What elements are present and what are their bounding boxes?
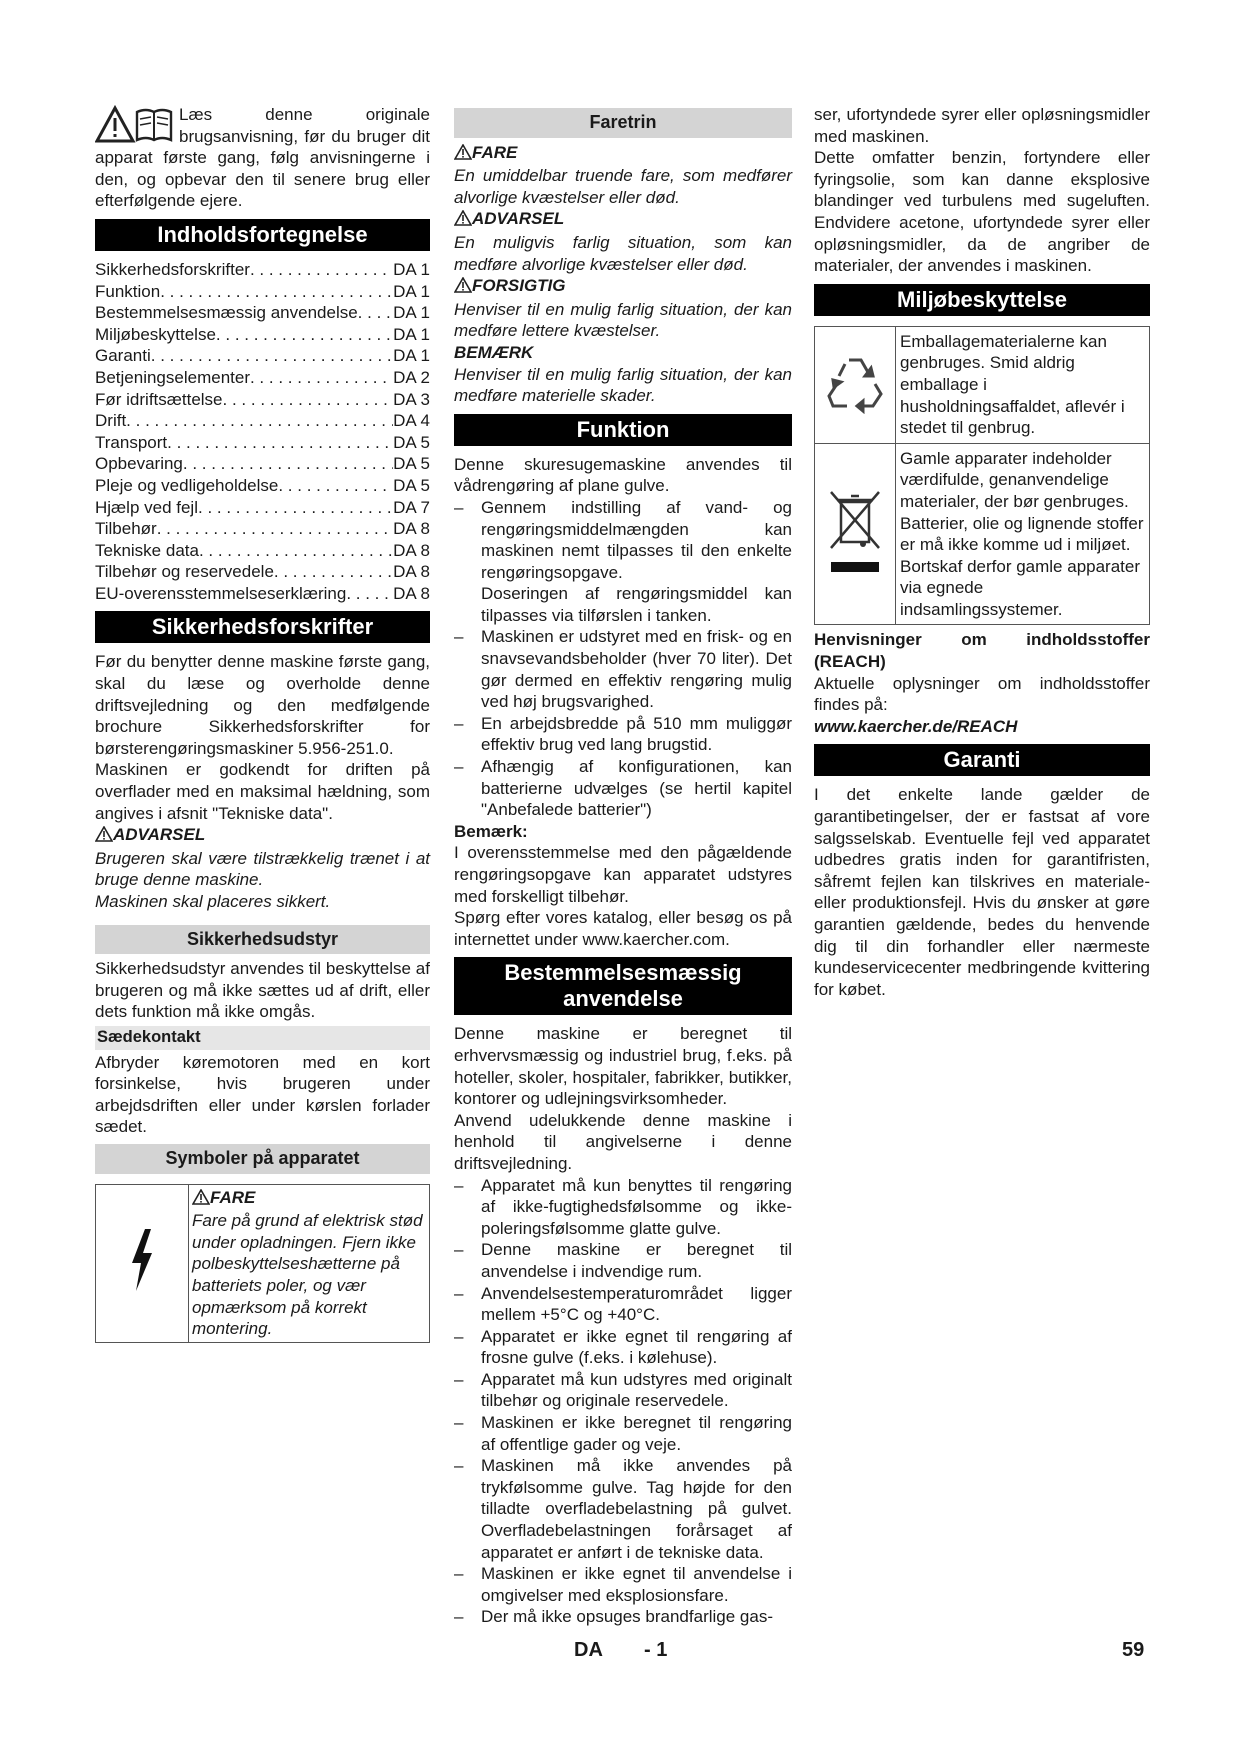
intro-text: Læs denne originale brugsanvisning, før du bruger dit apparat første gang, følg anvisningerne i den, og opbevar den til senere brug eller efterfølgende ejere. <box>95 105 430 211</box>
list-item: – Maskinen er udstyret med en frisk- og en snavsevandsbeholder (hver 70 liter). Det gør dermed en effektiv rengøring mulig ved høj brugsvarighed. <box>454 627 792 712</box>
list-item: – Anvendelsestemperaturområdet ligger mellem +5°C og +40°C. <box>454 1283 792 1325</box>
toc-leader <box>274 561 393 583</box>
safety-heading: Sikkerhedsforskrifter <box>95 611 430 643</box>
symbol-danger-text: Fare på grund af elektrisk stød under opladningen. Fjern ikke polbeskyttelseshætterne på batteriets poler, og vær opmærksom på korrekt montering. <box>192 1211 423 1339</box>
toc-entry-title: Funktion <box>95 281 161 301</box>
toc-entry-page: DA 1 <box>393 303 430 323</box>
note-paragraph-2: Spørg efter vores katalog, eller besøg os på internettet under www.kaercher.com. <box>454 908 792 949</box>
toc-entry-page: DA 1 <box>393 346 430 366</box>
column-left <box>95 104 430 1343</box>
toc-leader <box>167 432 393 454</box>
toc-entry-title: Sikkerhedsforskrifter <box>95 259 250 279</box>
footer-language: DA <box>574 1639 603 1661</box>
seat-contact-text: Afbryder køremotoren med en kort forsinkelse, hvis brugeren under arbejdsdriften eller under kørslen forlader sædet. <box>95 1052 430 1137</box>
recycling-icon <box>823 399 887 418</box>
intro-block <box>95 104 430 212</box>
toc-leader <box>160 281 393 303</box>
function-list <box>454 497 792 821</box>
intended-use-list <box>454 1175 792 1628</box>
toc-leader <box>151 345 393 367</box>
toc-entry-title: Tekniske data <box>95 540 199 560</box>
seat-contact-heading: Sædekontakt <box>95 1026 430 1050</box>
warning-triangle-icon <box>454 144 472 166</box>
hazard-label: BEMÆRK <box>454 342 534 362</box>
hazard-label: FARE <box>472 142 518 162</box>
note-paragraph-1: I overensstemmelse med den pågældende rengøringsopgave kan apparatet udstyres med forskelligt tilbehør. <box>454 843 792 906</box>
toc-entry-title: Betjeningselementer <box>95 367 250 387</box>
toc-leader <box>358 302 393 324</box>
warning-triangle-icon <box>454 210 472 232</box>
warning-label-row <box>95 824 430 848</box>
symbols-table <box>95 1184 430 1343</box>
list-item: – Afhængig af konfigurationen, kan batterierne udvælges (se hertil kapitel "Anbefalede batterier") <box>454 757 792 820</box>
warning-triangle-icon <box>454 277 472 299</box>
toc-entry-title: Transport <box>95 432 168 452</box>
toc-leader <box>250 367 393 389</box>
note-label: Bemærk: <box>454 821 528 841</box>
list-item: – Gennem indstilling af vand- og rengøringsmiddelmængden kan maskinen nemt tilpasses til den enkelte rengøringsopgave. <box>454 497 792 582</box>
toc-entry-title: Tilbehør <box>95 519 157 539</box>
hazard-text: En muligvis farlig situation, som kan medføre alvorlige kvæstelser eller død. <box>454 232 792 274</box>
weee-cell <box>815 443 896 625</box>
toc-entry-title: Tilbehør og reservedele <box>95 562 274 582</box>
toc-entry-page: DA 1 <box>393 281 430 301</box>
list-item: – Der må ikke opsuges brandfarlige gas- <box>454 1607 773 1627</box>
function-heading: Funktion <box>454 414 792 446</box>
symbol-description-cell <box>189 1184 430 1342</box>
footer-sub-page: - 1 <box>644 1639 668 1661</box>
toc-entry-title: Opbevaring <box>95 454 183 474</box>
warranty-heading: Garanti <box>814 744 1150 776</box>
toc-entry[interactable] <box>95 583 430 605</box>
column-middle <box>454 104 792 1628</box>
list-item: – Maskinen er ikke beregnet til rengøring af offentlige gader og veje. <box>454 1413 792 1454</box>
reach-text: Aktuelle oplysninger om indholdsstoffer findes på: <box>814 673 1150 715</box>
list-item: – Denne maskine er beregnet til anvendelse i indvendige rum. <box>454 1240 792 1281</box>
toc-entry-title: Miljøbeskyttelse <box>95 324 216 344</box>
crossed-out-bin-icon <box>823 561 887 580</box>
safety-paragraph-2: Maskinen er godkendt for driften på overflader med en maksimal hældning, som angives i afsnit "Tekniske data". <box>95 760 430 823</box>
reach-url[interactable]: www.kaercher.de/REACH <box>814 716 1018 736</box>
toc-entry-page: DA 5 <box>393 475 430 495</box>
warranty-text: I det enkelte lande gælder de garantibetingelser, der er fastsat af vore salgsselskab. Eventuelle fejl ved apparatet udbedres gratis inden for garantifristen, såfremt fejlen kan tilskrives en materiale- eller produktionsfejl. Hvis du ønsker at gøre garantien gældende, bedes du henvende dig til din forhandler eller nærmeste kundeservicecenter medbringende kvittering for købet. <box>814 785 1150 999</box>
footer-page-number: 59 <box>1122 1639 1145 1661</box>
hazard-label-row <box>454 142 792 166</box>
toc-entry-page: DA 8 <box>393 583 430 603</box>
safety-equipment-text: Sikkerhedsudstyr anvendes til beskyttelse af brugeren og må ikke sættes ud af drift, eller dets funktion må ikke omgås. <box>95 959 430 1022</box>
toc-entry-page: DA 5 <box>393 432 430 452</box>
hazard-label: ADVARSEL <box>472 209 565 229</box>
column-right <box>814 104 1150 1000</box>
toc-leader <box>126 410 393 432</box>
list-item: – Maskinen er ikke egnet til anvendelse i omgivelser med eksplosionsfare. <box>454 1564 792 1605</box>
toc-entry[interactable] <box>95 367 430 389</box>
hazard-text: Henviser til en mulig farlig situation, der kan medføre lettere kvæstelser. <box>454 299 792 341</box>
function-intro: Denne skuresugemaskine anvendes til vådrengøring af plane gulve. <box>454 454 792 496</box>
toc-leader <box>198 497 393 519</box>
toc-entry-page: DA 1 <box>393 259 430 279</box>
toc-entry-page: DA 8 <box>393 562 430 582</box>
toc-entry-page: DA 5 <box>393 454 430 474</box>
hazard-label-row <box>454 275 792 299</box>
toc-entry-title: Før idriftsættelse <box>95 389 223 409</box>
toc-entry[interactable] <box>95 453 430 475</box>
environment-heading: Miljøbeskyttelse <box>814 284 1150 316</box>
toc-entry-page: DA 8 <box>393 519 430 539</box>
toc-entry[interactable] <box>95 432 430 454</box>
intended-use-paragraph-1: Denne maskine er beregnet til erhvervsmæssig og industriel brug, f.eks. på hoteller, skoler, hospitaler, fabrikker, butikker, kontorer og udlejningsvirksomheder. <box>454 1024 792 1109</box>
toc-leader <box>223 389 394 411</box>
toc-heading: Indholdsfortegnelse <box>95 219 430 251</box>
toc-entry-page: DA 4 <box>393 411 430 431</box>
toc-leader <box>346 583 393 605</box>
hazard-levels-list <box>454 142 792 407</box>
toc-leader <box>278 475 393 497</box>
toc-entry-page: DA 2 <box>393 367 430 387</box>
toc-entry-page: DA 3 <box>393 389 430 409</box>
safety-paragraph-1: Før du benytter denne maskine første gang, skal du læse og overholde denne driftsvejledning og den medfølgende brochure Sikkerhedsforskrifter for børsterengøringsmaskiner 5.956-251.0. <box>95 652 430 758</box>
continued-paragraph-1: ser, ufortyndede syrer eller opløsningsmidler med maskinen. <box>814 105 1150 146</box>
recycle-cell <box>815 326 896 443</box>
toc-entry[interactable] <box>95 281 430 303</box>
toc-leader <box>157 518 393 540</box>
toc-entry[interactable] <box>95 389 430 411</box>
toc-entry-title: Garanti <box>95 346 151 366</box>
hazard-label: FORSIGTIG <box>472 276 566 296</box>
list-item-sub: Doseringen af rengøringsmiddel kan tilpasses via tilførslen i tanken. <box>481 584 792 625</box>
lightning-bolt-icon <box>127 1278 157 1297</box>
warning-triangle-icon <box>95 826 113 848</box>
toc-entry[interactable] <box>95 259 430 281</box>
warning-text-2: Maskinen skal placeres sikkert. <box>95 892 331 911</box>
list-item: – En arbejdsbredde på 510 mm muliggør effektiv brug ved lang brugstid. <box>454 713 792 755</box>
toc-entry-title: Hjælp ved fejl <box>95 497 198 517</box>
toc-entry[interactable] <box>95 497 430 519</box>
symbol-danger-label: FARE <box>210 1187 256 1207</box>
continued-paragraph-2: Dette omfatter benzin, fortyndere eller fyringsolie, som kan danne eksplosive blandinger ved turbulens med sugeluften. Endvidere acetone, ufortyndede syrer eller opløsningsmidler, da de angriber de materialer, der anvendes i maskinen. <box>814 148 1150 276</box>
danger-triangle-icon <box>192 1189 210 1211</box>
hazard-label-row <box>454 342 792 364</box>
toc-entry-page: DA 1 <box>393 324 430 344</box>
intended-use-heading: Bestemmelsesmæssig anvendelse <box>454 957 792 1015</box>
toc-leader <box>183 453 393 475</box>
toc-entry-title: Bestemmelsesmæssig anvendelse <box>95 303 358 323</box>
toc-entry[interactable] <box>95 540 430 562</box>
hazard-text: En umiddelbar truende fare, som medfører alvorlige kvæstelser eller død. <box>454 166 792 207</box>
toc-leader <box>199 540 393 562</box>
list-item: – Maskinen må ikke anvendes på trykfølsomme gulve. Tag højde for den tilladte overfladebelastning på gulvet. Overfladebelastningen forårsaget af apparatet er anført i de tekniske data. <box>454 1456 792 1562</box>
symbol-cell <box>96 1184 189 1342</box>
toc-entry-title: EU-overensstemmelseserklæring <box>95 583 347 603</box>
weee-text: Gamle apparater indeholder værdifulde, genanvendelige materialer, der bør genbruges. Batterier, olie og lignende stoffer er må ikke komme ud i miljøet. Bortskaf derfor gamle apparater via egnede indsamlingssystemer. <box>896 443 1150 625</box>
toc-entry-title: Drift <box>95 411 127 431</box>
list-item: – Apparatet må kun benyttes til rengøring af ikke-fugtighedsfølsomme og ikke-poleringsfølsomme glatte gulve. <box>454 1175 792 1238</box>
environment-table <box>814 326 1150 626</box>
toc-entry[interactable] <box>95 518 430 540</box>
hazard-text: Henviser til en mulig farlig situation, der kan medføre materielle skader. <box>454 364 792 406</box>
toc-entry-page: DA 8 <box>393 540 430 560</box>
toc-entry[interactable] <box>95 345 430 367</box>
symbols-heading: Symboler på apparatet <box>95 1144 430 1174</box>
toc-entry[interactable] <box>95 324 430 346</box>
toc-entry[interactable] <box>95 302 430 324</box>
list-item: – Apparatet er ikke egnet til rengøring af frosne gulve (f.eks. i kølehuse). <box>454 1326 792 1368</box>
list-item: – Apparatet må kun udstyres med originalt tilbehør og originale reservedele. <box>454 1369 792 1411</box>
warning-manual-icon <box>95 104 175 146</box>
safety-equipment-heading: Sikkerhedsudstyr <box>95 925 430 955</box>
intended-use-paragraph-2: Anvend udelukkende denne maskine i henhold til angivelserne i denne driftsvejledning. <box>454 1110 792 1173</box>
toc-leader <box>250 259 393 281</box>
toc-entry-page: DA 7 <box>393 497 430 517</box>
recycle-text: Emballagematerialerne kan genbruges. Smid aldrig emballage i husholdningsaffaldet, aflevér i stedet til genbrug. <box>896 326 1150 443</box>
toc-entry[interactable] <box>95 561 430 583</box>
warning-label: ADVARSEL <box>113 825 206 845</box>
hazard-label-row <box>454 208 792 232</box>
reach-heading: Henvisninger om indholdsstoffer (REACH) <box>814 630 1150 672</box>
toc-entry[interactable] <box>95 410 430 432</box>
toc-entry-title: Pleje og vedligeholdelse <box>95 475 279 495</box>
toc-leader <box>216 324 393 346</box>
toc-entry[interactable] <box>95 475 430 497</box>
warning-text-1: Brugeren skal være tilstrækkelig trænet i at bruge denne maskine. <box>95 848 430 890</box>
table-of-contents <box>95 259 430 605</box>
hazard-levels-heading: Faretrin <box>454 108 792 138</box>
